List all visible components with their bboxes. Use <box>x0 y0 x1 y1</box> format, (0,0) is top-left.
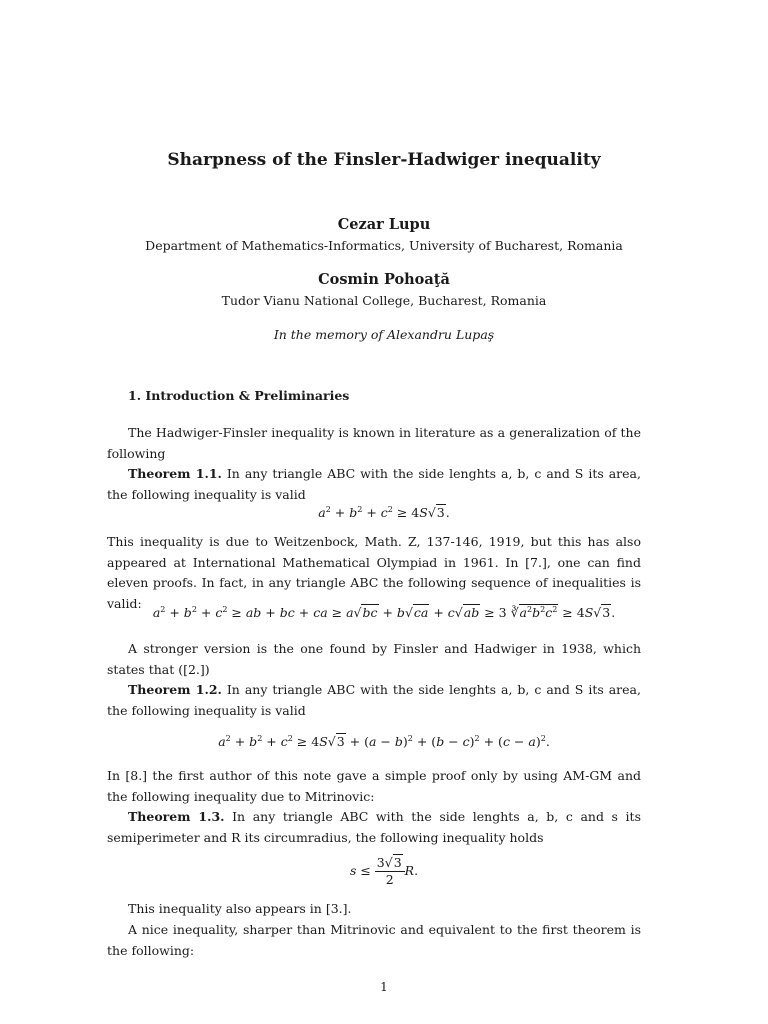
author-2-name: Cosmin Pohoaţă <box>318 271 450 288</box>
equation-sequence: $a^2 + b^2 + c^2$ ≥ ab + bc + ca ≥ a√bc + b√ca + c√ab ≥ 3 $∛a^2b^2c^2 \ge 4S√3$. <box>152 605 616 620</box>
author-1-name: Cezar Lupu <box>337 216 431 233</box>
theorem-1-2-text: In any triangle ABC with the side lenghts a, b, c and S its area, the following inequality is valid <box>107 682 641 718</box>
dedication: In the memory of Alexandru Lupaş <box>273 327 495 342</box>
author-2-affiliation: Tudor Vianu National College, Bucharest, Romania <box>221 293 547 308</box>
section-heading: 1. Introduction & Preliminaries <box>128 388 350 403</box>
theorem-1-3-label: Theorem 1.3. <box>128 809 225 824</box>
page-number: 1 <box>380 980 388 994</box>
theorem-1-1 <box>107 464 641 505</box>
theorem-1-2-label: Theorem 1.2. <box>128 682 222 697</box>
equation-weitzenbock: $a^2 + b^2 + c^2 \ge 4S√3$. <box>318 505 450 520</box>
theorem-1-1-text: In any triangle ABC with the side lenghts a, b, c and S its area, the following inequality is valid <box>107 466 641 502</box>
paragraph-stronger-version: A stronger version is the one found by Finsler and Hadwiger in 1938, which states that ([2.]) <box>107 641 641 677</box>
author-1-affiliation: Department of Mathematics-Informatics, University of Bucharest, Romania <box>145 238 623 253</box>
intro-paragraph: The Hadwiger-Finsler inequality is known in literature as a generalization of the following <box>107 425 641 461</box>
theorem-1-3 <box>107 807 641 848</box>
paragraph-weitzenbock-history: This inequality is due to Weitzenbock, Math. Z, 137-146, 1919, but this has also appeared at International Mathematical Olympiad in 1961. In [7.], one can find eleven proofs. In fact, in any triangle ABC the following sequence of inequalities is valid: <box>107 534 641 611</box>
theorem-1-1-label: Theorem 1.1. <box>128 466 222 481</box>
paragraph-also-appears: This inequality also appears in [3.]. <box>128 901 352 916</box>
equation-mitrinovic: s ≤ $\frac{3√3}{2}$ R. <box>349 855 419 887</box>
paper-title: Sharpness of the Finsler-Hadwiger inequality <box>167 150 601 170</box>
equation-finsler-hadwiger: $a^2 + b^2 + c^2 \ge 4S√3 + (a - b)^2 + (b - c)^2 + (c - a)^2$. <box>218 734 550 749</box>
paragraph-nice-inequality: A nice inequality, sharper than Mitrinovic and equivalent to the first theorem is the following: <box>107 922 641 958</box>
theorem-1-3-text: In any triangle ABC with the side lenghts a, b, c and s its semiperimeter and R its circumradius, the following inequality holds <box>107 809 641 845</box>
paragraph-mitrinovic-intro: In [8.] the first author of this note gave a simple proof only by using AM-GM and the following inequality due to Mitrinovic: <box>107 768 641 804</box>
theorem-1-2 <box>107 680 641 721</box>
